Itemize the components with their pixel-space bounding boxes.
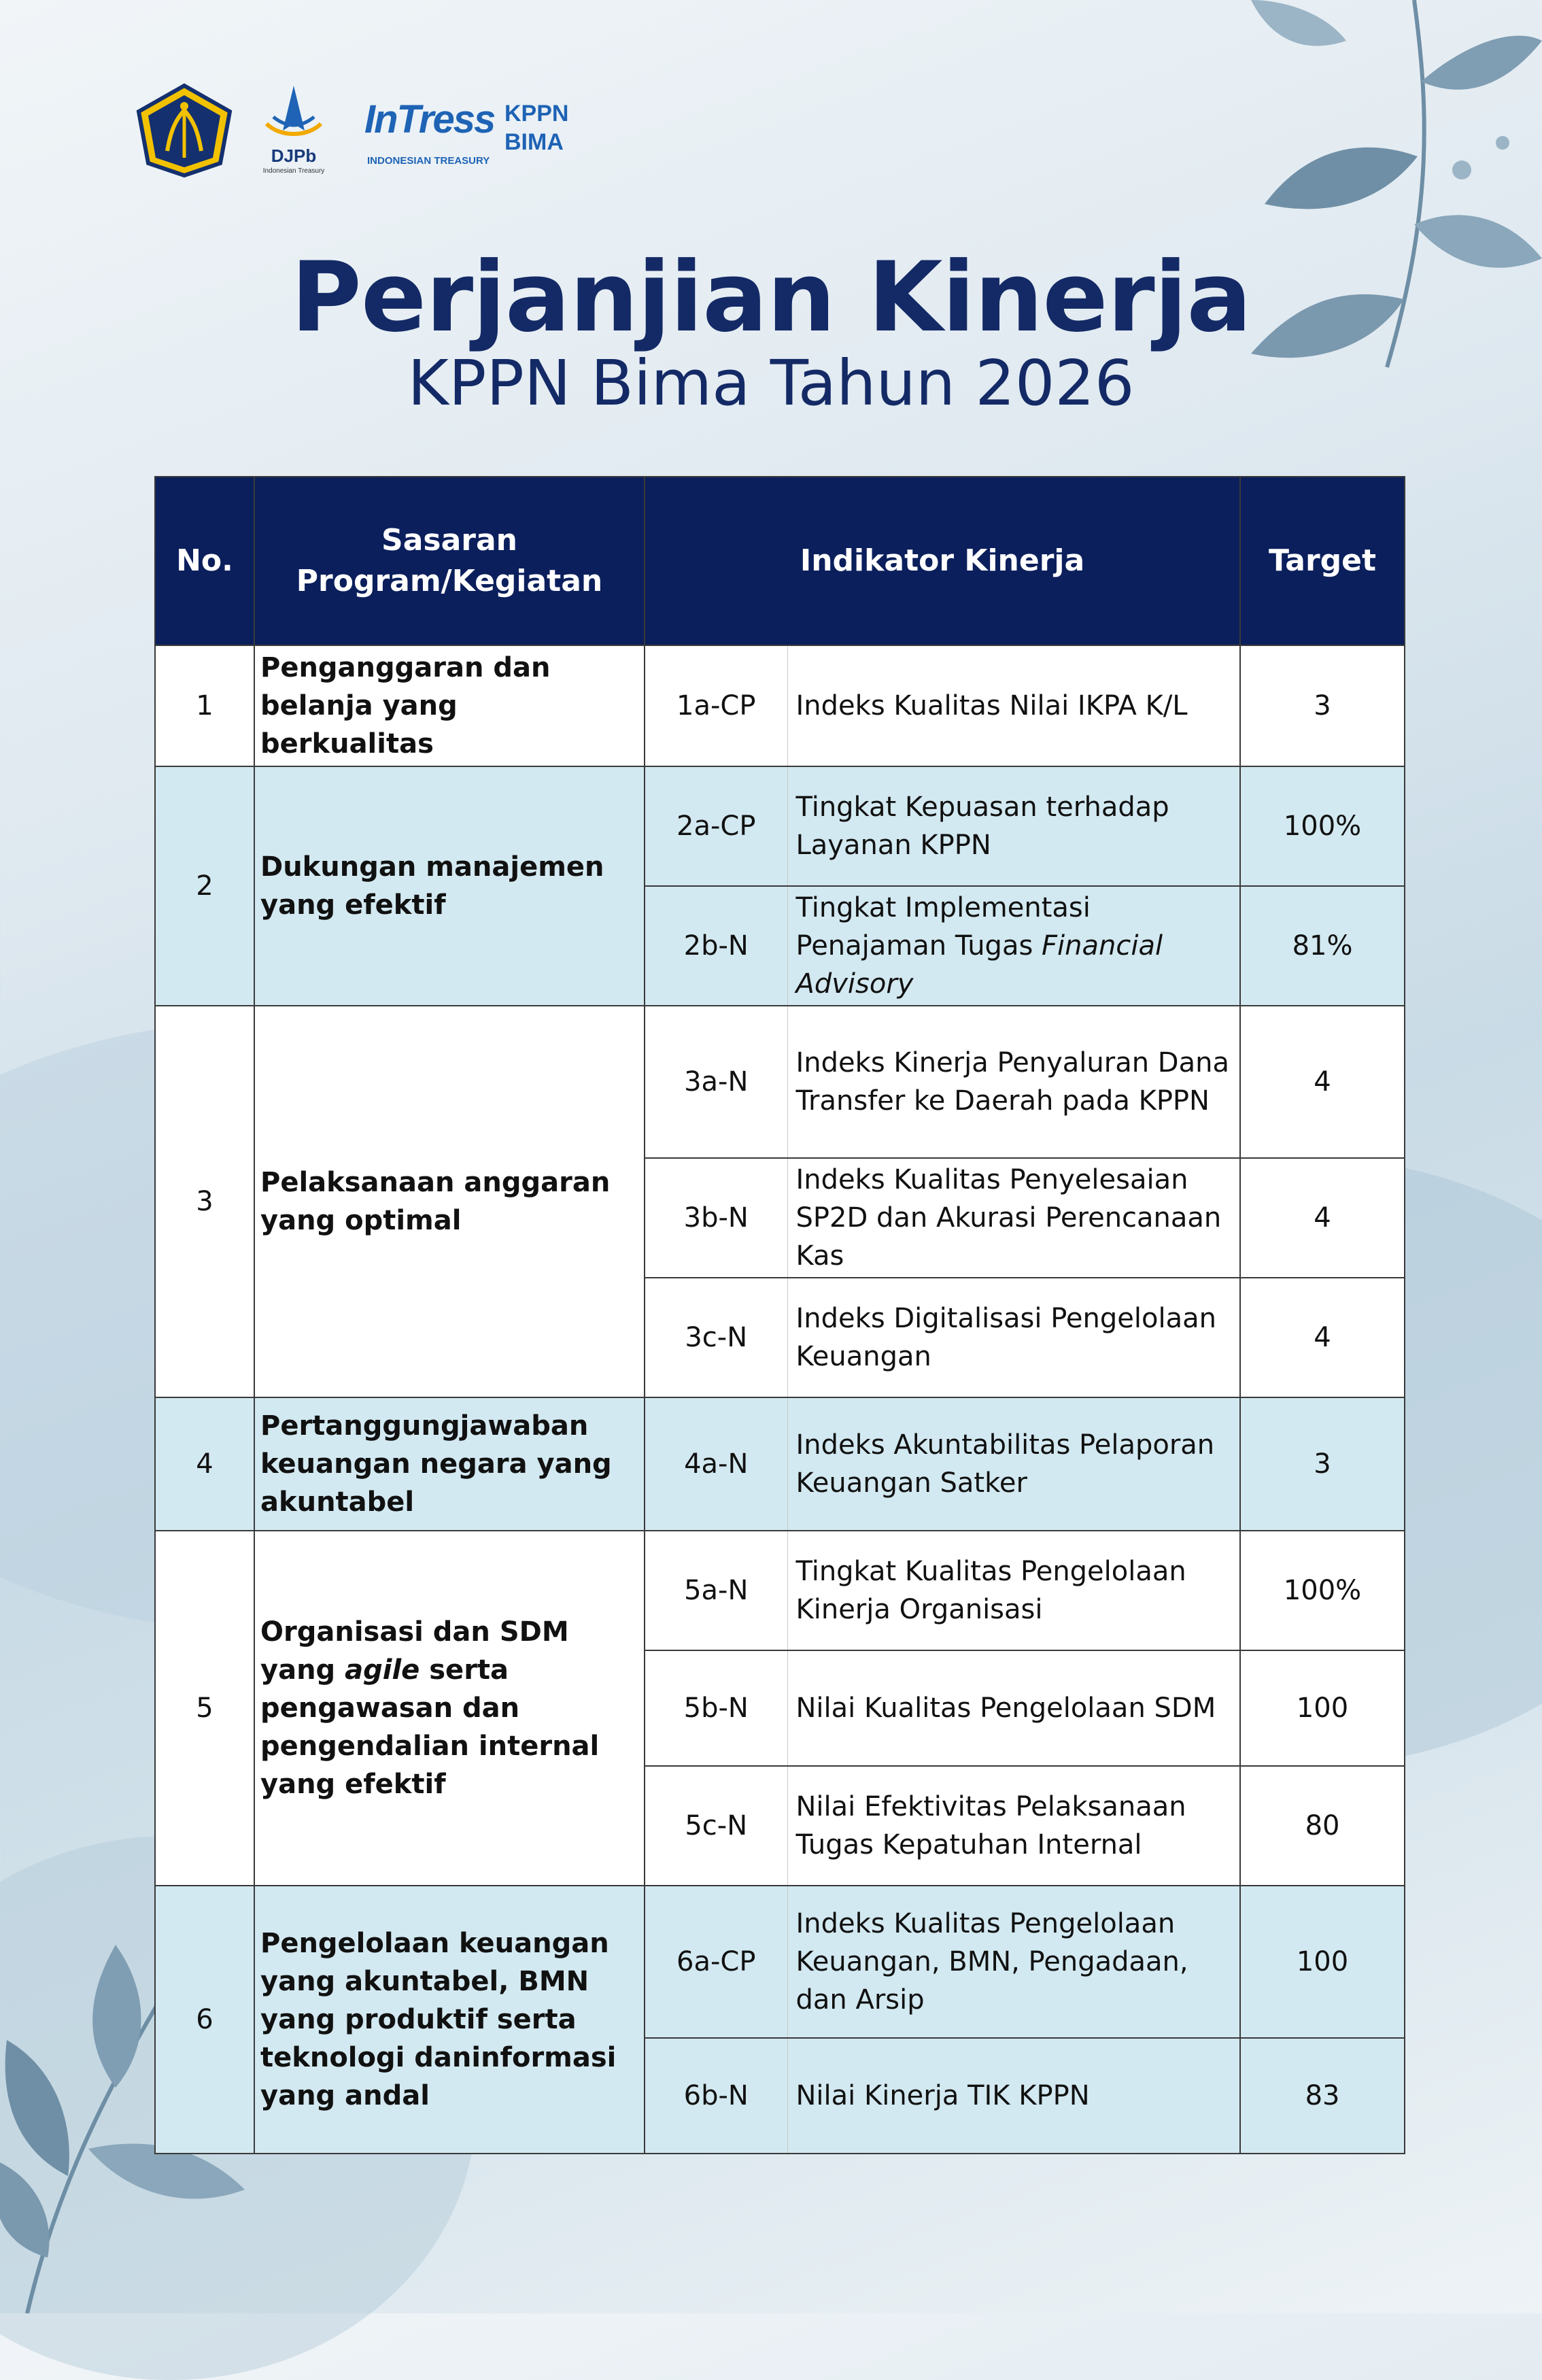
sasaran-text-pre: Organisasi dan SDM yang xyxy=(260,1616,569,1686)
indicator-text: Nilai Kinerja TIK KPPN xyxy=(787,2038,1240,2154)
table-row xyxy=(155,645,1405,766)
sasaran-cell: Pertanggungjawaban keuangan negara yang akuntabel xyxy=(254,1397,645,1531)
table-row xyxy=(155,1006,1405,1158)
djpb-logo-text: DJPb xyxy=(271,146,317,166)
row-number: 2 xyxy=(155,766,254,1006)
header-no: No. xyxy=(155,477,254,645)
target-value: 3 xyxy=(1240,645,1405,766)
sasaran-cell: Dukungan manajemen yang efektif xyxy=(254,766,645,1006)
page-subtitle: KPPN Bima Tahun 2026 xyxy=(407,347,1135,420)
target-value: 83 xyxy=(1240,2038,1405,2154)
djpb-logo xyxy=(253,83,335,178)
row-number: 4 xyxy=(155,1397,254,1531)
intress-logo xyxy=(364,97,500,171)
indicator-code: 2b-N xyxy=(645,886,787,1006)
table-row xyxy=(155,1397,1405,1531)
row-number: 3 xyxy=(155,1006,254,1397)
indicator-text: Indeks Kualitas Pengelolaan Keuangan, BMN, Pengadaan, dan Arsip xyxy=(787,1886,1240,2038)
bima-logo-line: BIMA xyxy=(504,129,564,155)
indicator-code: 6b-N xyxy=(645,2038,787,2154)
target-value: 4 xyxy=(1240,1158,1405,1278)
sasaran-text-italic: agile xyxy=(345,1654,420,1686)
sasaran-cell xyxy=(254,1531,645,1886)
indicator-text-main: Tingkat Implementasi Penajaman Tugas xyxy=(795,892,1091,962)
sasaran-cell: Pelaksanaan anggaran yang optimal xyxy=(254,1006,645,1397)
page-title: Perjanjian Kinerja xyxy=(290,241,1252,354)
djpb-logo-subtext: Indonesian Treasury xyxy=(262,167,325,175)
table-row xyxy=(155,1886,1405,2038)
target-value: 80 xyxy=(1240,1766,1405,1886)
indicator-code: 5b-N xyxy=(645,1650,787,1766)
indicator-text-financial-advisory xyxy=(787,886,1240,1006)
intress-logo-text: InTress xyxy=(364,97,495,141)
target-value: 100% xyxy=(1240,1531,1405,1650)
intress-logo-subtext: INDONESIAN TREASURY xyxy=(367,155,490,167)
indicator-code: 3c-N xyxy=(645,1278,787,1397)
indicator-text: Indeks Kualitas Nilai IKPA K/L xyxy=(787,645,1240,766)
indicator-text: Indeks Kualitas Penyelesaian SP2D dan Akurasi Perencanaan Kas xyxy=(787,1158,1240,1278)
target-value: 100 xyxy=(1240,1650,1405,1766)
indicator-code: 4a-N xyxy=(645,1397,787,1531)
indicator-text: Tingkat Kualitas Pengelolaan Kinerja Organisasi xyxy=(787,1531,1240,1650)
sasaran-text-post: serta pengawasan dan pengendalian internal yang efektif xyxy=(260,1654,600,1800)
indicator-code: 1a-CP xyxy=(645,645,787,766)
table-row xyxy=(155,1531,1405,1650)
row-number: 6 xyxy=(155,1886,254,2154)
header-indikator: Indikator Kinerja xyxy=(645,477,1240,645)
kppn-bima-logo-text xyxy=(504,99,568,156)
target-value: 4 xyxy=(1240,1006,1405,1158)
target-value: 4 xyxy=(1240,1278,1405,1397)
indicator-text: Indeks Akuntabilitas Pelaporan Keuangan Satker xyxy=(787,1397,1240,1531)
indicator-code: 3a-N xyxy=(645,1006,787,1158)
target-value: 100 xyxy=(1240,1886,1405,2038)
performance-agreement-table xyxy=(154,476,1405,2154)
kppn-logo-line: KPPN xyxy=(504,101,569,126)
indicator-code: 5a-N xyxy=(645,1531,787,1650)
header-sasaran: Sasaran Program/Kegiatan xyxy=(254,477,645,645)
indicator-code: 5c-N xyxy=(645,1766,787,1886)
indicator-text: Indeks Kinerja Penyaluran Dana Transfer ke Daerah pada KPPN xyxy=(787,1006,1240,1158)
indicator-text: Tingkat Kepuasan terhadap Layanan KPPN xyxy=(787,766,1240,886)
indicator-code: 6a-CP xyxy=(645,1886,787,2038)
indicator-text: Nilai Efektivitas Pelaksanaan Tugas Kepatuhan Internal xyxy=(787,1766,1240,1886)
table-row xyxy=(155,766,1405,886)
indicator-text: Nilai Kualitas Pengelolaan SDM xyxy=(787,1650,1240,1766)
sasaran-cell: Pengelolaan keuangan yang akuntabel, BMN yang produktif serta teknologi daninformasi yang andal xyxy=(254,1886,645,2154)
djpb-emblem-icon xyxy=(253,83,335,146)
indicator-code: 3b-N xyxy=(645,1158,787,1278)
row-number: 1 xyxy=(155,645,254,766)
header-target: Target xyxy=(1240,477,1405,645)
kemenkeu-logo-icon xyxy=(133,83,235,178)
indicator-code: 2a-CP xyxy=(645,766,787,886)
indicator-text: Indeks Digitalisasi Pengelolaan Keuangan xyxy=(787,1278,1240,1397)
table-header-row xyxy=(155,477,1405,645)
target-value: 81% xyxy=(1240,886,1405,1006)
indicator-text-italic: Financial Advisory xyxy=(795,930,1163,1000)
row-number: 5 xyxy=(155,1531,254,1886)
sasaran-cell: Penganggaran dan belanja yang berkualitas xyxy=(254,645,645,766)
target-value: 3 xyxy=(1240,1397,1405,1531)
target-value: 100% xyxy=(1240,766,1405,886)
